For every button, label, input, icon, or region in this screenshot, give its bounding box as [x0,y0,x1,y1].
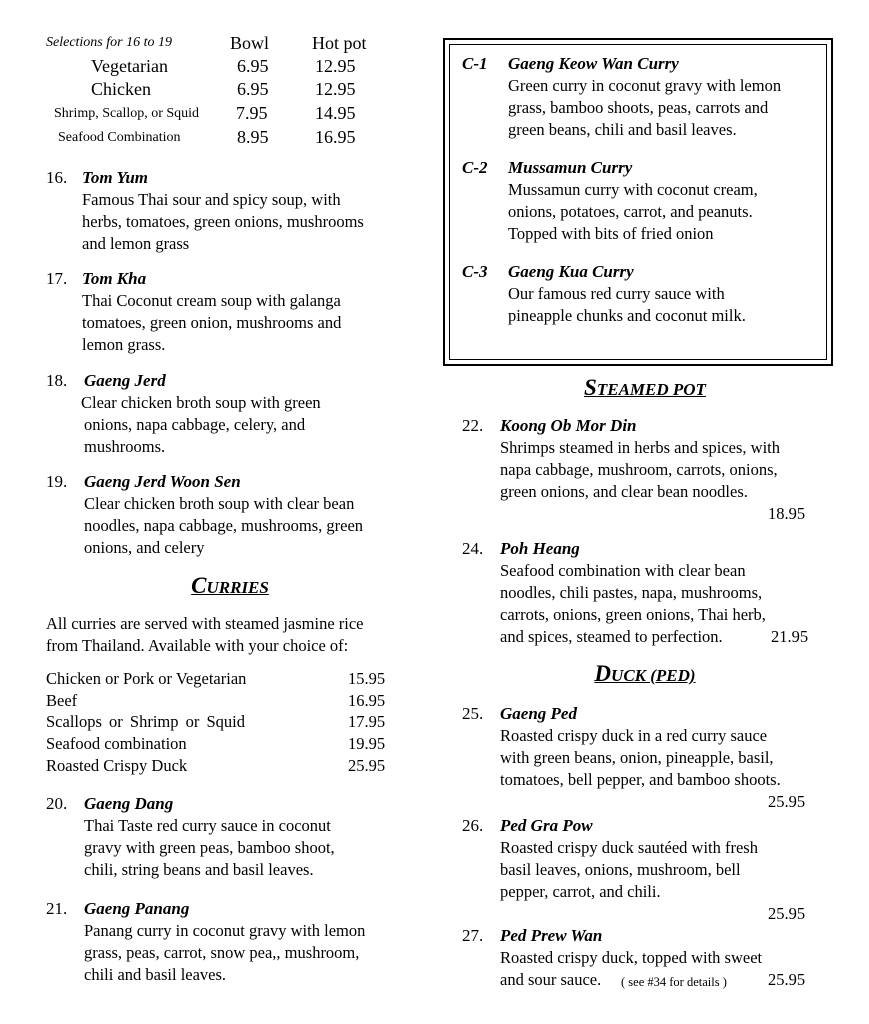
item-name: Gaeng Kua Curry [508,262,634,281]
item-name: Tom Kha [82,269,147,288]
item-description: Thai Coconut cream soup with galanga tomatoes, green onion, mushrooms and lemon grass. [82,291,342,354]
soup-option-bowl-price: 7.95 [236,103,268,123]
item-name: Poh Heang [500,539,580,558]
soup-option-bowl-price: 6.95 [237,56,269,76]
item-number: 26. [462,816,484,835]
soup-option-name: Shrimp, Scallop, or Squid [54,106,200,121]
item-description-last-line: and spices, steamed to perfection. [500,627,723,646]
item-description-first-line: Clear chicken broth soup with green [81,393,321,412]
item-name: Gaeng Panang [84,899,190,918]
item-description: Thai Taste red curry sauce in coconut gravy with green peas, bamboo shoot, chili, string beans and basil leaves. [84,816,335,879]
item-note: ( see #34 for details ) [621,975,727,989]
item-description: Famous Thai sour and spicy soup, with herbs, tomatoes, green onions, mushrooms and lemon grass [82,190,364,253]
item-description: Roasted crispy duck, topped with sweet [500,948,763,967]
item-description: Our famous red curry sauce with pineapple chunks and coconut milk. [508,284,746,325]
bowl-header: Bowl [230,33,270,53]
soup-option-name: Chicken [91,79,151,99]
item-number: 22. [462,416,484,435]
heading-rest: UCK (PED) [611,666,696,685]
curry-option-name: Seafood combination [46,734,187,753]
item-description: Shrimps steamed in herbs and spices, with napa cabbage, mushroom, carrots, onions, green onions, and clear bean noodles. [500,438,781,501]
item-name: Ped Prew Wan [500,926,603,945]
section-heading-curries [140,574,320,600]
curries-intro: All curries are served with steamed jasmine rice from Thailand. Available with your choice of: [46,614,364,655]
section-heading-steamed-pot [545,376,745,402]
item-description: Panang curry in coconut gravy with lemon grass, peas, carrot, snow pea,, mushroom, chili and basil leaves. [84,921,366,984]
section-heading-duck [560,662,730,688]
curry-option-price: 25.95 [348,756,386,775]
soup-option-name: Seafood Combination [58,130,181,145]
curry-option-price: 15.95 [348,669,386,688]
item-number: 20. [46,794,68,813]
item-price: 25.95 [768,792,806,811]
heading-initial: D [594,661,612,686]
item-number: 25. [462,704,484,723]
item-description: onions, napa cabbage, celery, and mushrooms. [84,415,306,456]
curry-option-name: Roasted Crispy Duck [46,756,188,775]
heading-initial: S [584,375,597,400]
item-price: 18.95 [768,504,806,523]
curry-option-price: 17.95 [348,712,386,731]
item-name: Gaeng Ped [500,704,577,723]
heading-initial: C [191,573,207,598]
item-description: Roasted crispy duck in a red curry sauce with green beans, onion, pineapple, basil, tomatoes, bell pepper, and bamboo shoots. [500,726,781,789]
item-description: Seafood combination with clear bean noodles, chili pastes, napa, mushrooms, carrots, onions, green onions, Thai herb, [500,561,766,624]
item-description: Roasted crispy duck sautéed with fresh basil leaves, onions, mushroom, bell pepper, carrot, and chili. [500,838,758,901]
item-name: Gaeng Jerd Woon Sen [84,472,241,491]
curry-option-price: 16.95 [348,691,386,710]
heading-rest: URRIES [206,578,269,597]
item-code: C-3 [462,262,488,281]
item-name: Ped Gra Pow [500,816,593,835]
item-description: Green curry in coconut gravy with lemon grass, bamboo shoots, peas, carrots and green beans, chili and basil leaves. [508,76,782,139]
item-number: 21. [46,899,68,918]
soup-option-bowl-price: 6.95 [237,79,269,99]
item-name: Gaeng Dang [84,794,174,813]
item-number: 18. [46,371,68,390]
soup-option-hotpot-price: 16.95 [315,127,356,147]
item-price: 21.95 [771,627,809,646]
item-name: Gaeng Jerd [84,371,166,390]
item-name: Koong Ob Mor Din [500,416,637,435]
item-code: C-2 [462,158,488,177]
item-description: Clear chicken broth soup with clear bean noodles, napa cabbage, mushrooms, green onions, and celery [84,494,364,557]
item-name: Tom Yum [82,168,148,187]
item-description: Mussamun curry with coconut cream, onions, potatoes, carrot, and peanuts. Topped with bits of fried onion [508,180,758,243]
curry-option-name: Beef [46,691,78,710]
soup-option-hotpot-price: 12.95 [315,79,356,99]
curry-option-name: Scallops or Shrimp or Squid [46,712,246,731]
soup-option-name: Vegetarian [91,56,168,76]
item-number: 24. [462,539,484,558]
soup-option-bowl-price: 8.95 [237,127,269,147]
item-number: 19. [46,472,68,491]
item-price: 25.95 [768,904,806,923]
item-number: 16. [46,168,68,187]
selections-label: Selections for 16 to 19 [46,35,172,50]
item-number: 17. [46,269,68,288]
item-name: Gaeng Keow Wan Curry [508,54,679,73]
soup-option-hotpot-price: 14.95 [315,103,356,123]
curry-option-name: Chicken or Pork or Vegetarian [46,669,247,688]
item-description-last-line: and sour sauce. [500,970,602,989]
curry-option-price: 19.95 [348,734,386,753]
item-code: C-1 [462,54,488,73]
hotpot-header: Hot pot [312,33,367,53]
item-price: 25.95 [768,970,806,989]
soup-option-hotpot-price: 12.95 [315,56,356,76]
heading-rest: TEAMED POT [596,380,706,399]
item-name: Mussamun Curry [508,158,633,177]
item-number: 27. [462,926,484,945]
